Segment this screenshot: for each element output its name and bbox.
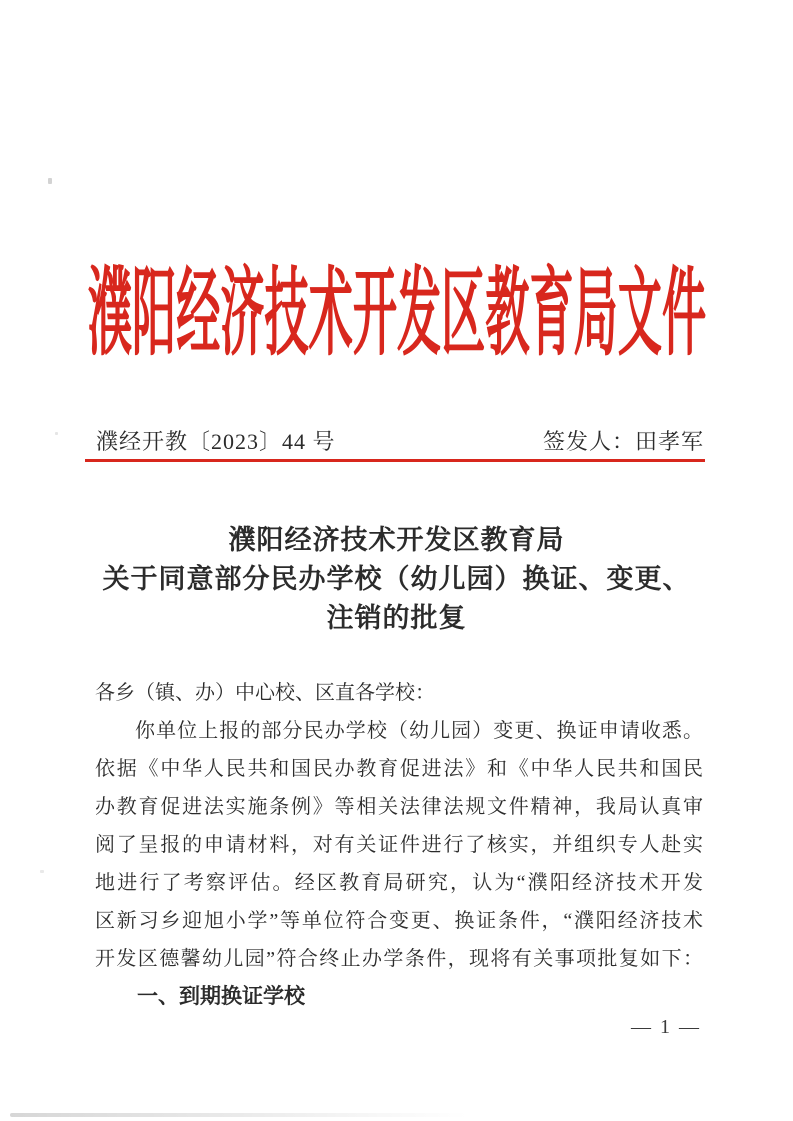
title-line-3: 注销的批复 [326,603,467,633]
title-line-2: 关于同意部分民办学校（幼儿园）换证、变更、 [102,564,691,594]
scan-speck [40,870,44,873]
body-line: 你单位上报的部分民办学校（幼儿园）变更、换证申请收悉。 [135,720,703,742]
page-number: — 1 — [631,1016,701,1038]
body-line: 区新习乡迎旭小学”等单位符合变更、换证条件，“濮阳经济技术 [95,910,703,932]
document-title [0,521,793,638]
document-number: 濮经开教〔2023〕44 号 [96,429,336,454]
issuer-signature: 签发人：田孝军 [542,429,704,454]
document-number-row [96,428,704,456]
document-body [95,674,703,1016]
body-line: 阅了呈报的申请材料，对有关证件进行了核实，并组织专人赴实 [95,834,703,856]
salutation-line: 各乡（镇、办）中心校、区直各学校： [95,682,435,704]
section-heading: 一、到期换证学校 [137,985,305,1008]
scan-artifact [10,1113,468,1117]
body-line: 办教育促进法实施条例》等相关法律法规文件精神，我局认真审 [95,796,703,818]
scan-speck [48,178,52,184]
masthead-title: 濮阳经济技术开发区教育局文件 [87,260,706,367]
red-divider-rule [85,459,705,462]
scan-speck [55,432,58,435]
body-line: 依据《中华人民共和国民办教育促进法》和《中华人民共和国民 [95,758,703,780]
title-line-1: 濮阳经济技术开发区教育局 [228,525,565,555]
body-line: 开发区德馨幼儿园”符合终止办学条件，现将有关事项批复如下： [95,948,703,970]
body-line: 地进行了考察评估。经区教育局研究，认为“濮阳经济技术开发 [95,872,703,894]
